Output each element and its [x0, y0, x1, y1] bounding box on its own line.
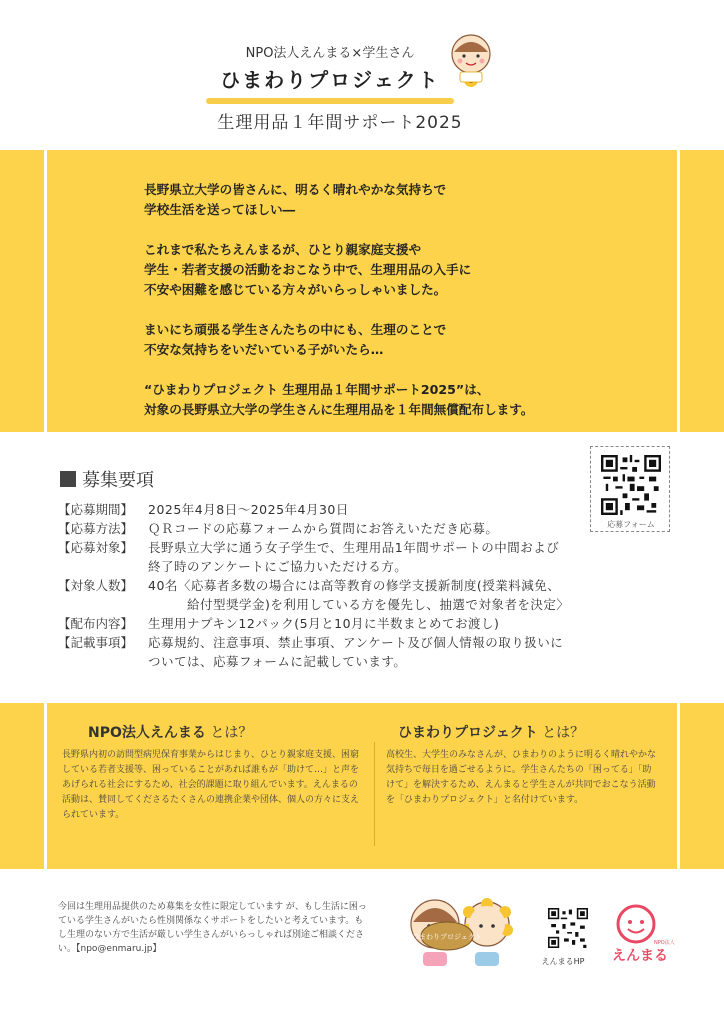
detail-row: [58, 595, 678, 614]
detail-value: 給付型奨学金)を利用している方を優先し、抽選で対象者を決定〉: [148, 597, 570, 612]
intro-paragraph: まいにち頑張る学生さんたちの中にも、生理のことで 不安な気持ちをいだいている子がいたら…: [144, 322, 447, 357]
detail-value: 2025年4月8日～2025年4月30日: [148, 502, 349, 517]
band-rule-right: [677, 703, 680, 869]
project-title-suffix: とは？: [537, 725, 585, 741]
detail-value: 終了時のアンケートにご協力いただける方。: [148, 559, 408, 574]
footer-note: 今回は生理用品提供のため募集を女性に限定しています が、もし生活に困っている学生さんがいたら性別関係なくサポートをしたいと考えています。もし生理のない方で生活が厳しい学生さんがいらっしゃれば別途ご相談ください。【npo@enmaru.jp】: [58, 902, 367, 954]
npo-name: NPO法人えんまる: [88, 725, 206, 741]
npo-about-title: [88, 722, 252, 742]
column-divider: [374, 742, 375, 846]
detail-value: 生理用ナプキン12パック(5月と10月に半数まとめてお渡し): [148, 616, 500, 631]
detail-value: ついては、応募フォームに記載しています。: [148, 654, 407, 669]
mascot-sign-text: ひまわりプロジェクト: [412, 933, 482, 941]
band-rule-right: [677, 150, 680, 432]
detail-row: [58, 614, 678, 633]
detail-value: 40名〈応募者多数の場合には高等教育の修学支援新制度(授業料減免、: [148, 578, 561, 593]
logo-small-text: NPO法人: [654, 940, 675, 946]
detail-row: [58, 519, 678, 538]
qr-caption: 応募フォーム: [607, 520, 655, 529]
detail-label: 【配布内容】: [58, 616, 134, 631]
sunflower-mascot-icon: [395, 896, 523, 968]
intro-text: [144, 180, 664, 440]
band-rule-left: [44, 150, 47, 432]
detail-label: [58, 652, 148, 671]
intro-paragraph: 長野県立大学の皆さんに、明るく晴れやかな気持ちで 学校生活を送ってほしい―: [144, 182, 447, 217]
detail-label: 【応募対象】: [58, 540, 134, 555]
footer-qr-caption: えんまるHP: [541, 957, 585, 966]
npo-title-suffix: とは？: [205, 725, 253, 741]
header-tagline: 生理用品１年間サポート2025: [217, 113, 463, 133]
detail-value: 長野県立大学に通う女子学生で、生理用品1年間サポートの中間および: [148, 540, 560, 555]
logo-text: えんまる: [612, 948, 668, 964]
detail-value: ＱＲコードの応募フォームから質問にお答えいただき応募。: [148, 521, 499, 536]
detail-row: [58, 576, 678, 595]
detail-row: [58, 652, 678, 671]
detail-label: 【応募方法】: [58, 521, 134, 536]
detail-value: 応募規約、注意事項、禁止事項、アンケート及び個人情報の取り扱いに: [148, 635, 564, 650]
project-about-title: [398, 722, 584, 742]
detail-label: 【記載事項】: [58, 635, 134, 650]
detail-label: 【対象人数】: [58, 578, 134, 593]
recruitment-details: [58, 500, 678, 671]
black-square-icon: [60, 471, 76, 487]
detail-row: [58, 500, 678, 519]
section-heading: [60, 466, 154, 492]
detail-row: [58, 557, 678, 576]
project-about-body: 高校生、大学生のみなさんが、ひまわりのように明るく晴れやかな気持ちで毎日を過ごせるように。学生さんたちの「困ってる」「助けて」を解決するため、えんまると学生さんが共同でおこなう活動を「ひまわりプロジェクト」と名付けています。: [386, 750, 657, 805]
qr-code-icon[interactable]: [548, 906, 588, 950]
detail-row: [58, 633, 678, 652]
intro-paragraph: “ひまわりプロジェクト 生理用品１年間サポート2025”は、 対象の長野県立大学の学生さんに生理用品を１年間無償配布します。: [144, 382, 534, 417]
intro-paragraph: これまで私たちえんまるが、ひとり親家庭支援や 学生・若者支援の活動をおこなう中で、生理用品の入手に 不安や困難を感じている方々がいらっしゃいました。: [144, 242, 472, 297]
enmaru-logo-icon: [610, 900, 675, 966]
detail-label: 【応募期間】: [58, 502, 134, 517]
project-name: ひまわりプロジェクト: [398, 725, 538, 741]
detail-label: [58, 595, 148, 614]
detail-label: [58, 557, 148, 576]
sunflower-mascot-icon: [446, 34, 496, 90]
detail-row: [58, 538, 678, 557]
page-title: ひまわりプロジェクト: [220, 68, 440, 92]
band-rule-left: [44, 703, 47, 869]
title-underline: [206, 98, 454, 104]
section-heading-text: 募集要項: [82, 470, 154, 491]
npo-about-body: 長野県内初の訪問型病児保育事業からはじまり、ひとり親家庭支援、困窮している若者支援等、困っていることがあれば誰もが「助けて…」と声をあげられる社会にするため、社会的課題に取り組んでいます。えんまるの活動は、賛同してくださるたくさんの連携企業や団体、個人の方々に支えられています。: [62, 750, 360, 820]
header-subtitle: NPO法人えんまる×学生さん: [245, 46, 415, 61]
